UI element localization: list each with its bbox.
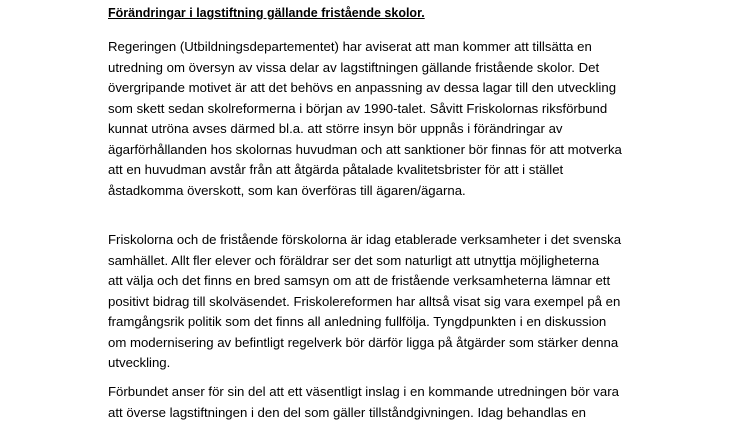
paragraph-line: kunnat utröna avses därmed bl.a. att större insyn bör uppnås i förändringar av (108, 119, 622, 140)
paragraph-line: Förbundet anser för sin del att ett väsentligt inslag i en kommande utredningen bör vara (108, 382, 619, 403)
paragraph-1 (108, 37, 622, 201)
paragraph-line: positivt bidrag till skolväsendet. Friskolereformen har alltså visat sig vara exempel på en (108, 292, 621, 313)
paragraph-line: åstadkomma överskott, som kan överföras till ägaren/ägarna. (108, 181, 622, 202)
paragraph-line: som skett sedan skolreformerna i början av 1990-talet. Såvitt Friskolornas riksförbund (108, 99, 622, 120)
paragraph-line: att överse lagstiftningen i den del som gäller tillståndgivningen. Idag behandlas en (108, 403, 619, 423)
paragraph-line: att en huvudman avstår från att åtgärda påtalade kvalitetsbrister för att i stället (108, 160, 622, 181)
paragraph-3 (108, 382, 619, 423)
paragraph-line: samhället. Allt fler elever och föräldrar ser det som naturligt att utnyttja möjligheterna (108, 251, 621, 272)
paragraph-line: att välja och det finns en bred samsyn om att de fristående verksamheterna lämnar ett (108, 271, 621, 292)
paragraph-line: ägarförhållanden hos skolornas huvudman och att sanktioner bör finnas för att motverka (108, 140, 622, 161)
paragraph-line: utveckling. (108, 353, 621, 374)
paragraph-line: om modernisering av befintligt regelverk bör därför ligga på åtgärder som stärker denna (108, 333, 621, 354)
paragraph-line: framgångsrik politik som det finns all anledning fullfölja. Tyngdpunkten i en diskussion (108, 312, 621, 333)
paragraph-line: Regeringen (Utbildningsdepartementet) har aviserat att man kommer att tillsätta en (108, 37, 622, 58)
document-title: Förändringar i lagstiftning gällande fristående skolor. (108, 5, 425, 21)
paragraph-line: utredning om översyn av vissa delar av lagstiftningen gällande fristående skolor. Det (108, 58, 622, 79)
paragraph-2 (108, 230, 621, 374)
paragraph-line: övergripande motivet är att det behövs en anpassning av dessa lagar till den utveckling (108, 78, 622, 99)
paragraph-line: Friskolorna och de fristående förskolorna är idag etablerade verksamheter i det svenska (108, 230, 621, 251)
